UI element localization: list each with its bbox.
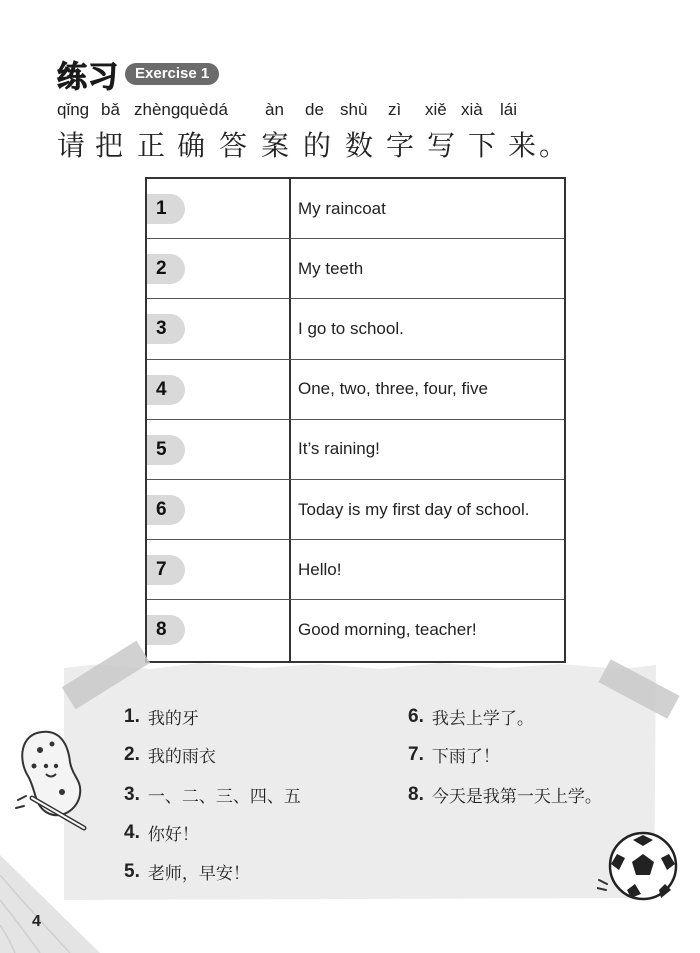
instruction-char: 正 — [137, 129, 166, 162]
paint-palette-icon — [12, 722, 92, 834]
instruction-char: 的 — [303, 129, 332, 162]
table-row — [147, 540, 564, 600]
number-cell[interactable] — [147, 239, 291, 298]
table-row — [147, 360, 564, 420]
phrase-cell: I go to school. — [298, 318, 404, 338]
answer-text: 今天是我第一天上学。 — [431, 787, 602, 807]
instruction-char: 。 — [539, 129, 568, 162]
phrase-cell: My raincoat — [298, 198, 386, 218]
instruction-char: 把 — [95, 129, 124, 162]
answer-number: 8. — [408, 783, 424, 805]
pinyin-word: què — [180, 100, 209, 119]
answer-text: 我的雨衣 — [147, 747, 216, 767]
phrase-cell: Good morning, teacher! — [298, 620, 477, 640]
pinyin-word: zì — [388, 100, 402, 119]
title-chinese: 练习 — [57, 60, 119, 95]
pinyin-word: lái — [500, 100, 518, 119]
answer-number: 4. — [124, 821, 140, 843]
answer-number: 3. — [124, 783, 140, 805]
phrase-cell: It’s raining! — [298, 439, 380, 459]
list-item — [408, 704, 534, 729]
pinyin-word: zhèng — [134, 100, 181, 119]
answer-number: 1. — [124, 705, 140, 727]
number-cell[interactable] — [147, 540, 291, 599]
answer-table — [145, 177, 566, 663]
list-item — [124, 859, 250, 884]
answer-number: 2. — [124, 743, 140, 765]
answer-text: 我去上学了。 — [431, 709, 534, 729]
number-pill: 5 — [147, 435, 185, 465]
list-item — [124, 704, 199, 729]
answer-text: 老师，早安！ — [147, 864, 250, 884]
instruction-char: 数 — [345, 129, 374, 162]
answer-text: 下雨了！ — [431, 747, 500, 767]
number-pill: 4 — [147, 375, 185, 405]
instruction-char: 下 — [468, 129, 497, 162]
table-row — [147, 600, 564, 660]
pinyin-word: àn — [265, 100, 284, 119]
number-cell[interactable] — [147, 360, 291, 419]
answer-text: 你好！ — [147, 825, 199, 845]
number-cell[interactable] — [147, 420, 291, 479]
answer-number: 7. — [408, 743, 424, 765]
phrase-cell: One, two, three, four, five — [298, 379, 488, 399]
exercise-title — [57, 52, 219, 96]
answer-number: 5. — [124, 860, 140, 882]
table-row — [147, 179, 564, 239]
answer-text: 一、二、三、四、五 — [147, 787, 301, 807]
instruction-char: 来 — [508, 129, 537, 162]
number-pill: 3 — [147, 314, 185, 344]
pinyin-word: qǐng — [57, 100, 90, 119]
pinyin-word: xià — [461, 100, 483, 119]
phrase-cell: Hello! — [298, 559, 342, 579]
pinyin-word: bǎ — [101, 100, 120, 119]
number-pill: 2 — [147, 254, 185, 284]
page-number: 4 — [32, 913, 41, 930]
phrase-cell: Today is my first day of school. — [298, 499, 530, 519]
table-row — [147, 239, 564, 299]
answer-number: 6. — [408, 705, 424, 727]
number-cell[interactable] — [147, 179, 291, 238]
pinyin-word: shù — [340, 100, 368, 119]
answer-text: 我的牙 — [147, 709, 199, 729]
number-pill: 6 — [147, 495, 185, 525]
pinyin-word: de — [305, 100, 324, 119]
list-item — [408, 742, 500, 767]
list-item — [124, 820, 199, 845]
list-item — [124, 782, 301, 807]
instruction-char: 请 — [57, 129, 86, 162]
instruction-char: 案 — [261, 129, 290, 162]
instruction-char: 答 — [219, 129, 248, 162]
instruction-char: 确 — [177, 129, 206, 162]
number-pill: 8 — [147, 615, 185, 645]
soccer-ball-icon — [597, 828, 681, 904]
list-item — [408, 782, 602, 807]
number-pill: 1 — [147, 194, 185, 224]
pinyin-word: xiě — [425, 100, 447, 119]
pinyin-word: dá — [209, 100, 228, 119]
exercise-badge: Exercise 1 — [125, 63, 219, 85]
table-row — [147, 420, 564, 480]
phrase-cell: My teeth — [298, 258, 364, 278]
instruction-char: 写 — [427, 129, 456, 162]
number-cell[interactable] — [147, 299, 291, 358]
number-cell[interactable] — [147, 600, 291, 660]
list-item — [124, 742, 216, 767]
instruction-char: 字 — [386, 129, 415, 162]
number-pill: 7 — [147, 555, 185, 585]
table-row — [147, 299, 564, 359]
number-cell[interactable] — [147, 480, 291, 539]
table-row — [147, 480, 564, 540]
